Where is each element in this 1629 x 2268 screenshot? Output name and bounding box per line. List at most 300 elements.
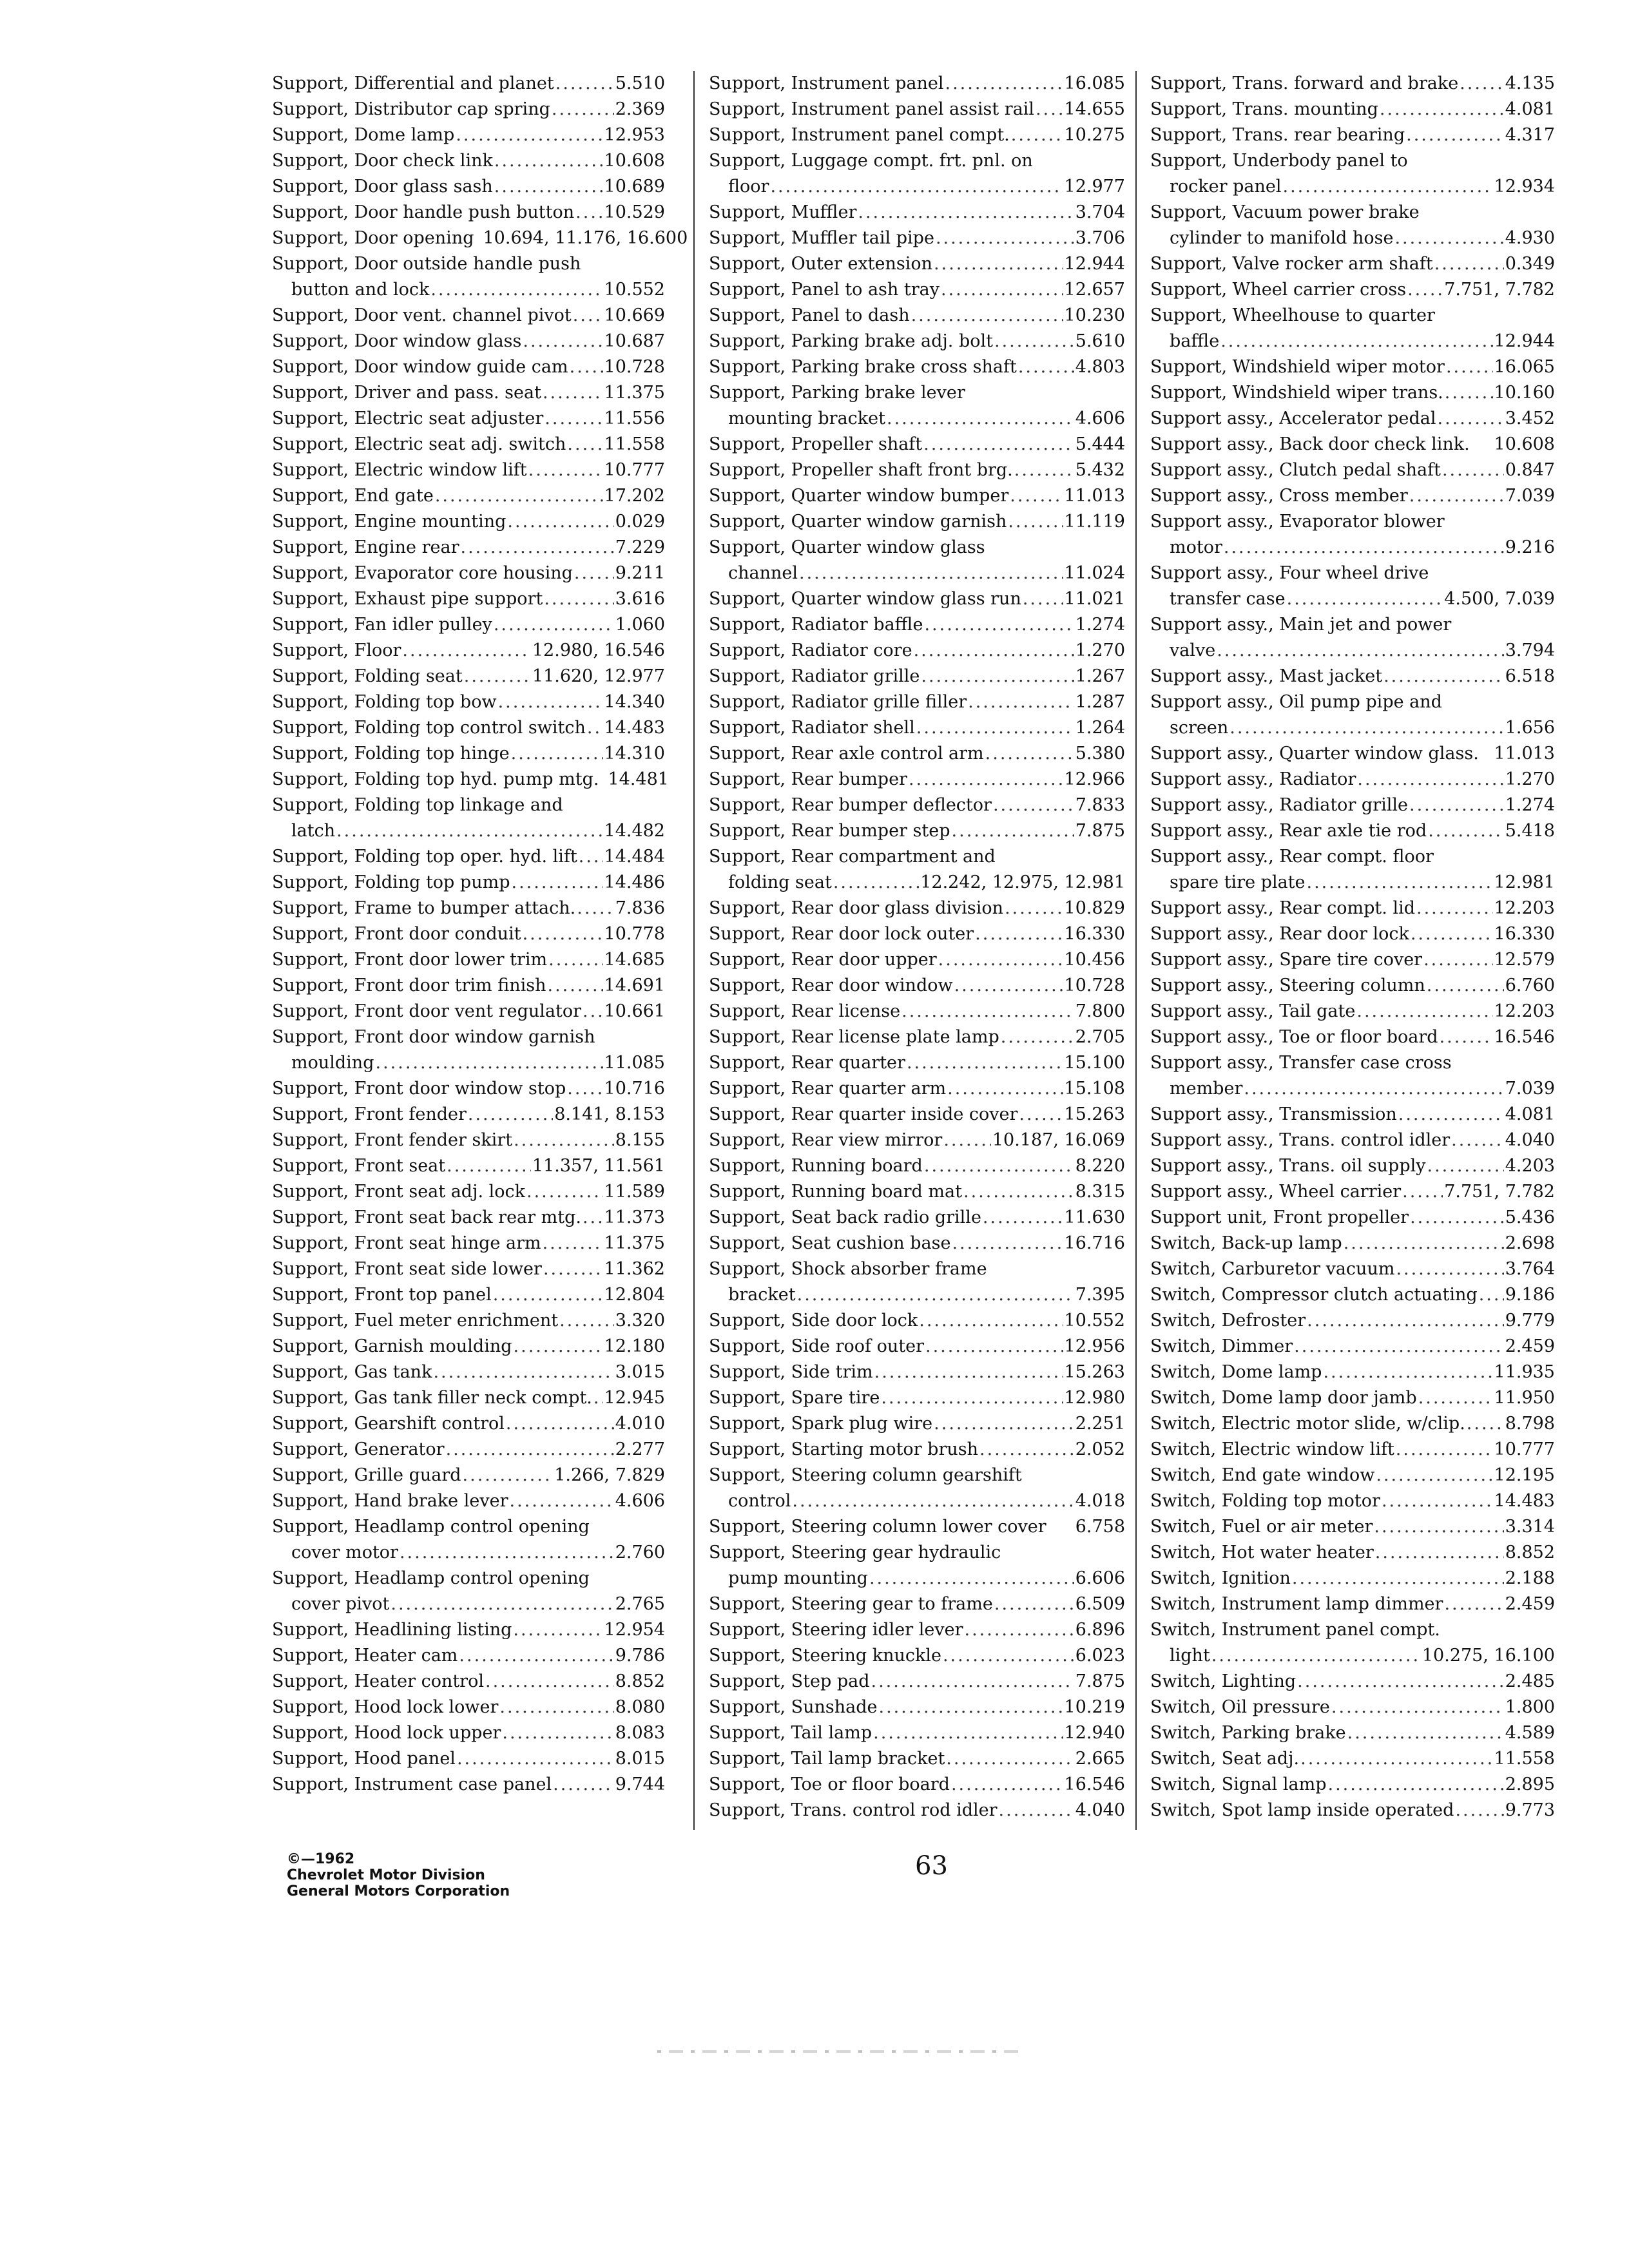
index-entry	[1150, 1411, 1555, 1437]
entry-label: Support, Windshield wiper motor	[1150, 357, 1445, 377]
entry-label: Support assy., Trans. oil supply	[1150, 1156, 1426, 1176]
entry-reference: 16.065	[1494, 357, 1555, 377]
entry-label: Support, Parking brake adj. bolt	[709, 331, 993, 351]
dot-leader	[1011, 122, 1063, 148]
index-entry	[272, 947, 665, 973]
entry-reference: 10.778	[604, 924, 665, 944]
entry-reference: 12.242, 12.975, 12.981	[920, 872, 1125, 892]
dot-leader	[963, 1179, 1074, 1205]
dot-leader	[1001, 1024, 1074, 1050]
entry-label: Support, Front seat	[272, 1156, 446, 1176]
dot-leader	[1307, 1308, 1504, 1334]
index-entry	[709, 818, 1125, 844]
dot-leader	[1357, 767, 1503, 793]
entry-reference: 3.794	[1505, 640, 1555, 660]
index-entry	[272, 586, 665, 612]
index-column-1	[272, 71, 688, 1798]
dot-leader	[526, 1179, 603, 1205]
dot-leader	[577, 896, 613, 921]
entry-label: Switch, Seat adj.	[1150, 1749, 1300, 1769]
entry-label: Support, Quarter window garnish	[709, 512, 1007, 532]
index-entry	[709, 148, 1125, 200]
entry-reference: 3.704	[1075, 202, 1125, 222]
entry-reference: 7.836	[615, 898, 665, 918]
entry-reference: 4.606	[1075, 408, 1125, 428]
entry-reference: 2.665	[1075, 1749, 1125, 1769]
entry-label: Support, Propeller shaft front brg.	[709, 460, 1013, 480]
dot-leader	[430, 277, 602, 303]
entry-label: Support, Rear door upper	[709, 950, 937, 970]
index-entry	[709, 1695, 1125, 1720]
entry-reference: 9.211	[615, 563, 665, 583]
entry-label: Support, Panel to ash tray	[709, 280, 940, 300]
index-entry	[709, 251, 1125, 277]
index-entry	[272, 1437, 665, 1463]
index-entry	[272, 1488, 665, 1514]
dot-leader	[1220, 329, 1492, 354]
entry-label: Support, Shock absorber frame	[709, 1259, 987, 1279]
index-entry	[709, 1540, 1125, 1591]
dot-leader	[446, 1437, 614, 1463]
index-entry	[272, 1385, 665, 1411]
dot-leader	[543, 380, 603, 406]
entry-label: Support, Steering column gearshift	[709, 1465, 1022, 1485]
entry-label: Support, Rear view mirror	[709, 1130, 943, 1150]
entry-reference: 1.267	[1075, 666, 1125, 686]
entry-label: Support assy., Back door check link.	[1150, 434, 1470, 454]
dot-leader	[1300, 1746, 1492, 1772]
entry-label: Support, Dome lamp	[272, 125, 455, 145]
dot-leader	[952, 818, 1074, 844]
dot-leader	[573, 303, 603, 329]
entry-reference: 9.773	[1505, 1800, 1555, 1820]
entry-label: Support, Steering column lower cover	[709, 1517, 1046, 1537]
entry-reference: 5.610	[1075, 331, 1125, 351]
dot-leader	[1287, 586, 1443, 612]
entry-label: Support assy., Tail gate	[1150, 1001, 1356, 1021]
entry-reference: 12.977	[1064, 177, 1125, 197]
entry-label: Support, Wheelhouse to quarter	[1150, 305, 1435, 325]
entry-reference: 11.950	[1494, 1388, 1555, 1408]
entry-reference: 0.029	[615, 512, 665, 532]
entry-reference: 11.589	[604, 1182, 665, 1202]
index-entry	[1150, 1617, 1555, 1669]
dot-leader	[1005, 896, 1063, 921]
entry-label: Support, Sunshade	[709, 1697, 878, 1717]
dot-leader	[553, 1772, 614, 1798]
entry-reference: 16.716	[1064, 1233, 1125, 1253]
entry-label: Switch, Compressor clutch actuating	[1150, 1285, 1478, 1305]
entry-reference: 11.119	[1064, 512, 1125, 532]
index-entry	[1150, 689, 1555, 741]
entry-reference: 11.630	[1064, 1207, 1125, 1227]
index-entry	[709, 432, 1125, 457]
entry-reference: 14.486	[604, 872, 665, 892]
index-entry	[709, 1205, 1125, 1231]
entry-reference: 16.546	[1494, 1027, 1555, 1047]
dot-leader	[1409, 793, 1504, 818]
index-entry	[272, 1231, 665, 1256]
dot-leader	[1440, 1024, 1493, 1050]
entry-reference: 3.764	[1505, 1259, 1555, 1279]
dot-leader	[1382, 1488, 1493, 1514]
entry-label: Support, Instrument panel assist rail	[709, 99, 1035, 119]
index-entry	[272, 1102, 665, 1128]
entry-label: Support, Spark plug wire	[709, 1414, 933, 1434]
entry-reference: 11.013	[1064, 486, 1125, 506]
dot-leader	[954, 973, 1063, 999]
entry-label: Support, Generator	[272, 1439, 445, 1459]
index-entry	[1150, 1231, 1555, 1256]
entry-label: Switch, Electric motor slide, w/clip.	[1150, 1414, 1465, 1434]
page-number: 63	[915, 1851, 948, 1881]
entry-reference: 4.040	[1505, 1130, 1555, 1150]
index-entry	[272, 226, 688, 251]
dot-leader	[587, 715, 603, 741]
entry-label: Support, Rear axle control arm	[709, 744, 984, 764]
entry-reference: 6.023	[1075, 1646, 1125, 1666]
index-entry	[272, 1282, 665, 1308]
entry-label: Support, Starting motor brush	[709, 1439, 978, 1459]
index-entry	[709, 457, 1125, 483]
index-entry	[272, 896, 665, 921]
index-entry	[709, 1076, 1125, 1102]
dot-leader	[1467, 1411, 1504, 1437]
index-entry	[1150, 457, 1555, 483]
entry-reference: 12.980	[1064, 1388, 1125, 1408]
index-entry	[709, 329, 1125, 354]
index-entry	[272, 870, 665, 896]
entry-reference: 5.418	[1505, 821, 1555, 841]
entry-label: Support, Door window guide cam	[272, 357, 568, 377]
entry-label: Support, Vacuum power brake	[1150, 202, 1420, 222]
index-entry	[272, 1179, 665, 1205]
index-entry	[1150, 1540, 1555, 1566]
dot-leader	[921, 664, 1074, 689]
entry-reference: 11.558	[604, 434, 665, 454]
dot-leader	[463, 1463, 554, 1488]
entry-reference: 16.085	[1064, 73, 1125, 93]
entry-label: Support, Radiator baffle	[709, 615, 923, 635]
dot-leader	[925, 1334, 1063, 1360]
entry-reference: 2.698	[1505, 1233, 1555, 1253]
entry-label: Support, Front top panel	[272, 1285, 492, 1305]
entry-reference: 8.220	[1075, 1156, 1125, 1176]
entry-label: Support, Tail lamp	[709, 1723, 872, 1743]
index-entry	[1150, 1050, 1555, 1102]
entry-reference: 3.320	[615, 1311, 665, 1331]
dot-leader	[502, 1720, 613, 1746]
dot-leader	[1427, 973, 1504, 999]
entry-label: Support, Rear quarter arm	[709, 1079, 947, 1099]
entry-label: Support, Spare tire	[709, 1388, 880, 1408]
dot-leader	[494, 612, 614, 638]
index-entry	[709, 1772, 1125, 1798]
entry-reference: 9.744	[615, 1774, 665, 1794]
entry-label: Switch, Dimmer	[1150, 1336, 1293, 1356]
index-entry	[272, 1128, 665, 1153]
index-entry	[1150, 561, 1555, 612]
index-entry	[272, 999, 665, 1024]
entry-reference: 8.852	[1505, 1542, 1555, 1562]
index-entry	[1150, 122, 1555, 148]
index-entry	[709, 1128, 1125, 1153]
entry-reference: 11.556	[604, 408, 665, 428]
entry-reference: 7.039	[1505, 486, 1555, 506]
index-entry	[1150, 509, 1555, 561]
index-entry	[709, 122, 1125, 148]
entry-reference: 12.956	[1064, 1336, 1125, 1356]
entry-reference: 2.765	[615, 1594, 665, 1614]
dot-leader	[946, 1746, 1074, 1772]
entry-reference: 14.484	[604, 847, 665, 867]
entry-reference: 8.315	[1075, 1182, 1125, 1202]
dot-leader	[1394, 226, 1503, 251]
entry-reference: 11.373	[604, 1207, 665, 1227]
dot-leader	[919, 1308, 1063, 1334]
entry-label: Support, Front door vent regulator	[272, 1001, 581, 1021]
dot-leader	[570, 354, 603, 380]
dot-leader	[947, 1076, 1063, 1102]
entry-reference: 8.798	[1505, 1414, 1555, 1434]
entry-reference: 8.852	[615, 1671, 665, 1691]
entry-reference: 2.459	[1505, 1336, 1555, 1356]
dot-leader	[833, 870, 919, 896]
dot-leader	[567, 432, 602, 457]
entry-label: Support, Door opening	[272, 228, 474, 248]
index-entry	[1150, 818, 1555, 844]
entry-reference: 15.263	[1064, 1104, 1125, 1124]
entry-reference: 7.875	[1075, 821, 1125, 841]
entry-label: Support, Door handle push button	[272, 202, 575, 222]
entry-reference: 15.263	[1064, 1362, 1125, 1382]
entry-label: Switch, Electric window lift	[1150, 1439, 1394, 1459]
dot-leader	[402, 638, 530, 664]
publisher-corporation: General Motors Corporation	[287, 1883, 510, 1899]
entry-label: Support assy., Rear door lock	[1150, 924, 1409, 944]
entry-reference: 9.786	[615, 1646, 665, 1666]
entry-label-continued: spare tire plate	[1170, 872, 1306, 892]
entry-label: Support, Hand brake lever	[272, 1491, 508, 1511]
index-entry	[1150, 844, 1555, 896]
entry-reference: 1.287	[1075, 692, 1125, 712]
dot-leader	[400, 1540, 614, 1566]
entry-reference: 12.944	[1064, 254, 1125, 274]
entry-reference: 12.657	[1064, 280, 1125, 300]
index-entry	[272, 1076, 665, 1102]
entry-reference: 12.966	[1064, 769, 1125, 789]
dot-leader	[1018, 354, 1074, 380]
index-entry	[272, 1308, 665, 1334]
entry-reference: 12.954	[604, 1620, 665, 1640]
entry-reference: 10.689	[604, 177, 665, 197]
index-entry	[272, 1669, 665, 1695]
index-entry	[1150, 741, 1555, 767]
entry-reference: 5.510	[615, 73, 665, 93]
entry-reference: 7.229	[615, 537, 665, 557]
entry-reference: 12.980, 16.546	[532, 640, 665, 660]
entry-reference: 12.180	[604, 1336, 665, 1356]
dot-leader	[574, 561, 614, 586]
entry-label: Support, Radiator core	[709, 640, 912, 660]
index-entry	[709, 1591, 1125, 1617]
entry-label: Support, End gate	[272, 486, 434, 506]
dot-leader	[797, 1282, 1074, 1308]
dot-leader	[1460, 71, 1504, 97]
entry-reference: 8.083	[615, 1723, 665, 1743]
entry-label-continued: cover motor	[291, 1542, 398, 1562]
entry-label: Support, Step pad	[709, 1671, 870, 1691]
entry-label: Support, Rear bumper	[709, 769, 907, 789]
index-entry	[1150, 1566, 1555, 1591]
entry-reference: 8.080	[615, 1697, 665, 1717]
dot-leader	[934, 251, 1063, 277]
entry-reference: 12.203	[1494, 898, 1555, 918]
entry-label-continued: control	[728, 1491, 791, 1511]
dot-leader	[544, 586, 613, 612]
index-entry	[272, 251, 665, 303]
entry-reference: 10.716	[604, 1079, 665, 1099]
dot-leader	[911, 303, 1063, 329]
entry-label: Support, Parking brake lever	[709, 383, 965, 403]
dot-leader	[975, 921, 1063, 947]
entry-reference: 11.013	[1494, 744, 1555, 764]
index-entry	[709, 277, 1125, 303]
dot-leader	[461, 535, 614, 561]
entry-reference: 7.751, 7.782	[1444, 1182, 1555, 1202]
entry-reference: 1.270	[1505, 769, 1555, 789]
entry-reference: 10.160	[1494, 383, 1555, 403]
index-entry	[1150, 71, 1555, 97]
dot-leader	[993, 793, 1074, 818]
index-entry	[709, 380, 1125, 432]
dot-leader	[493, 1282, 603, 1308]
dot-leader	[1380, 97, 1504, 122]
entry-label: Support assy., Steering column	[1150, 975, 1425, 995]
index-entry	[709, 1153, 1125, 1179]
entry-label: Support, Heater control	[272, 1671, 484, 1691]
index-entry	[1150, 1360, 1555, 1385]
dot-leader	[1396, 1256, 1503, 1282]
copyright-footer	[287, 1851, 510, 1899]
entry-label: Support, Rear door glass division	[709, 898, 1004, 918]
entry-label: Switch, Ignition	[1150, 1568, 1291, 1588]
dot-leader	[965, 1617, 1074, 1643]
dot-leader	[1409, 483, 1504, 509]
entry-reference: 12.804	[604, 1285, 665, 1305]
index-entry	[272, 715, 665, 741]
index-entry	[272, 148, 665, 174]
entry-reference: 12.940	[1064, 1723, 1125, 1743]
entry-label: Support assy., Transfer case cross	[1150, 1053, 1452, 1073]
entry-label: Switch, Spot lamp inside operated	[1150, 1800, 1454, 1820]
entry-reference: 14.691	[604, 975, 665, 995]
index-entry	[272, 1746, 665, 1772]
entry-label-continued: cylinder to manifold hose	[1170, 228, 1394, 248]
entry-label-continued: motor	[1170, 537, 1222, 557]
dot-leader	[555, 71, 614, 97]
entry-label: Support, Radiator grille	[709, 666, 920, 686]
entry-label: Support, Trans. rear bearing	[1150, 125, 1405, 145]
dot-leader	[873, 1720, 1063, 1746]
entry-label: Support, Rear door lock outer	[709, 924, 974, 944]
index-entry	[272, 1360, 665, 1385]
entry-reference: 5.444	[1075, 434, 1125, 454]
entry-label: Support, Exhaust pipe support	[272, 589, 543, 609]
index-entry	[272, 767, 669, 793]
entry-label-continued: screen	[1170, 718, 1229, 738]
index-entry	[272, 638, 665, 664]
entry-reference: 3.015	[615, 1362, 665, 1382]
index-entry	[1150, 1798, 1555, 1823]
entry-reference: 14.655	[1064, 99, 1125, 119]
dot-leader	[506, 1411, 614, 1437]
entry-label-continued: pump mounting	[728, 1568, 868, 1588]
dot-leader	[548, 973, 603, 999]
index-entry	[1150, 303, 1555, 354]
entry-reference: 10.777	[1494, 1439, 1555, 1459]
entry-reference: 2.188	[1505, 1568, 1555, 1588]
index-entry	[709, 1514, 1125, 1540]
entry-label: Switch, Dome lamp	[1150, 1362, 1322, 1382]
entry-reference: 5.380	[1075, 744, 1125, 764]
index-entry	[272, 303, 665, 329]
index-entry	[709, 226, 1125, 251]
dot-leader	[985, 741, 1074, 767]
entry-label: Switch, Defroster	[1150, 1311, 1306, 1331]
entry-label: Support, Trans. forward and brake	[1150, 73, 1459, 93]
entry-label: Support, Wheel carrier cross	[1150, 280, 1407, 300]
index-entry	[1150, 97, 1555, 122]
index-entry	[709, 638, 1125, 664]
index-column-2	[709, 71, 1125, 1823]
entry-reference: 0.847	[1505, 460, 1555, 480]
entry-label: Switch, Parking brake	[1150, 1723, 1346, 1743]
index-entry	[709, 71, 1125, 97]
dot-leader	[879, 1695, 1063, 1720]
entry-label: Support assy., Toe or floor board	[1150, 1027, 1438, 1047]
publisher-division: Chevrolet Motor Division	[287, 1867, 485, 1883]
dot-leader	[1331, 1695, 1504, 1720]
entry-reference: 12.579	[1494, 950, 1555, 970]
dot-leader	[1411, 921, 1493, 947]
dot-leader	[1008, 509, 1063, 535]
dot-leader	[770, 174, 1063, 200]
index-entry	[709, 612, 1125, 638]
entry-label: Support assy., Wheel carrier	[1150, 1182, 1402, 1202]
index-entry	[709, 483, 1125, 509]
dot-leader	[943, 1643, 1074, 1669]
dot-leader	[548, 947, 602, 973]
dot-leader	[1217, 638, 1503, 664]
dot-leader	[936, 226, 1074, 251]
entry-label: Support, Front fender	[272, 1104, 467, 1124]
dot-leader	[567, 1076, 602, 1102]
index-entry	[1150, 1514, 1555, 1540]
dot-leader	[390, 1591, 613, 1617]
index-entry	[709, 1463, 1125, 1514]
index-entry	[1150, 1746, 1555, 1772]
entry-reference: 10.529	[604, 202, 665, 222]
index-entry	[1150, 896, 1555, 921]
entry-label: Support, Folding top hyd. pump mtg.	[272, 769, 599, 789]
entry-reference: 7.039	[1505, 1079, 1555, 1099]
entry-label: Switch, Folding top motor	[1150, 1491, 1380, 1511]
entry-label: Support, Front door conduit	[272, 924, 521, 944]
entry-label: Support, Rear license	[709, 1001, 901, 1021]
index-entry	[709, 354, 1125, 380]
index-entry	[709, 921, 1125, 947]
